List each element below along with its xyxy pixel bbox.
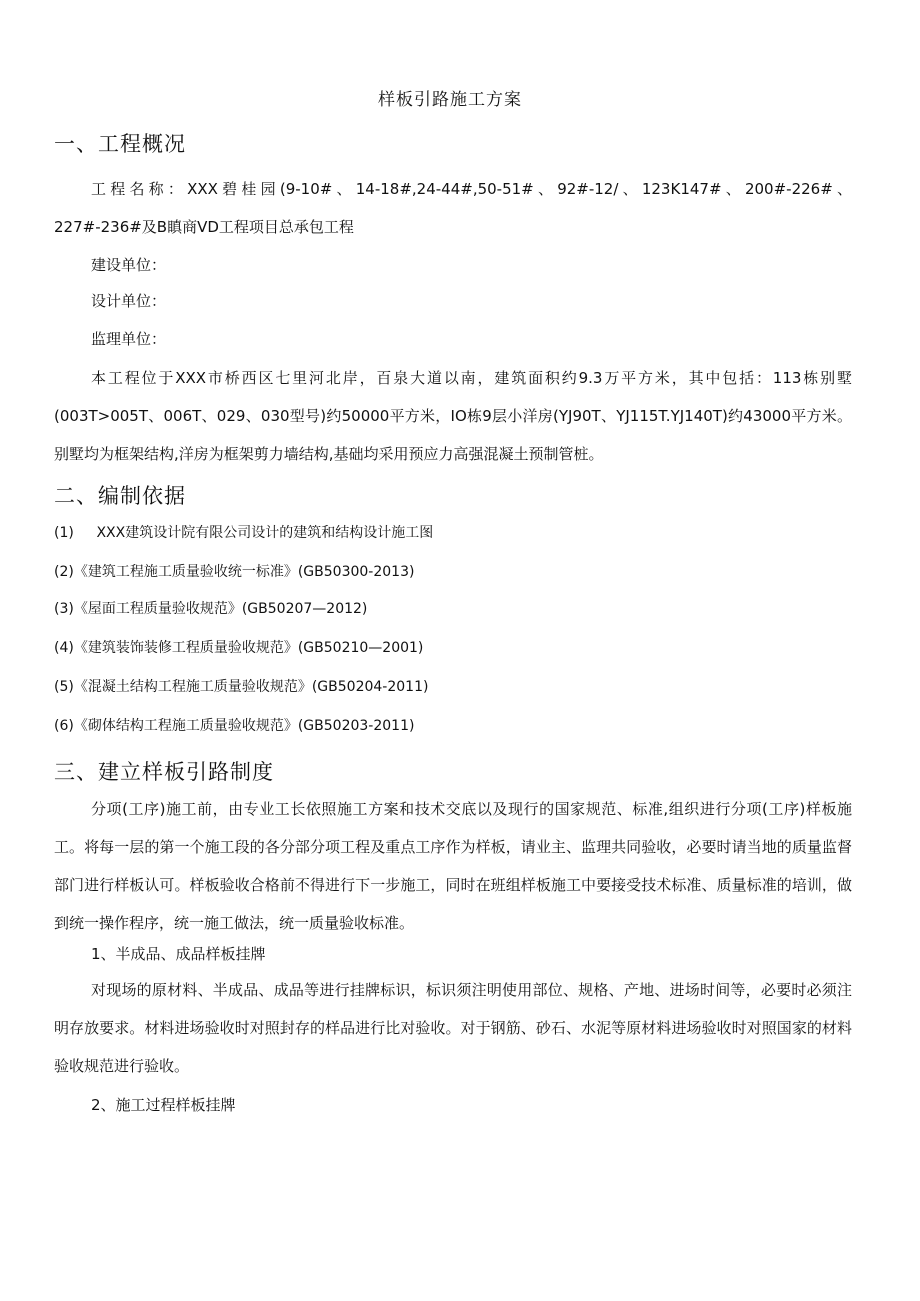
reference-text: 《建筑工程施工质量验收统一标准》(GB50300-2013) xyxy=(73,564,415,580)
sample-system-intro-paragraph: 分项(工序)施工前，由专业工长依照施工方案和技术交底以及现行的国家规范、标准,组织进行分项(工序)样板施工。将每一层的第一个施工段的各分部分项工程及重点工序作为样板，请业主、监理共同验收，必要时请当地的质量监督部门进行样板认可。样板验收合格前不得进行下一步施工，同时在班组样板施工中要接受技术标准、质量标准的培训，做到统一操作程序，统一施工做法，统一质量验收标准。 xyxy=(54,800,852,932)
reference-item xyxy=(54,675,428,699)
reference-text: 《屋面工程质量验收规范》(GB50207—2012) xyxy=(73,601,368,617)
supervision-unit-line: 监理单位： xyxy=(91,330,167,348)
project-name-paragraph: 工程名称：XXX碧桂园(9-10#、14-18#,24-44#,50-51#、92#-12/、123K147#、200#-226#、227#-236#及B瞋商VD工程项目总承包工程 xyxy=(54,180,852,236)
reference-item xyxy=(54,636,423,660)
materials-paragraph: 对现场的原材料、半成品、成品等进行挂牌标识，标识须注明使用部位、规格、产地、进场时间等，必要时必须注明存放要求。材料进场验收时对照封存的样品进行比对验收。对于钢筋、砂石、水泥等原材料进场验收时对照国家的材料验收规范进行验收。 xyxy=(54,981,852,1075)
subsection-heading-process: 2、施工过程样板挂牌 xyxy=(91,1096,236,1114)
reference-text: 《混凝土结构工程施工质量验收规范》(GB50204-2011) xyxy=(73,679,429,695)
reference-text: 《建筑装饰装修工程质量验收规范》(GB50210—2001) xyxy=(73,640,424,656)
reference-text: 《砌体结构工程施工质量验收规范》(GB50203-2011) xyxy=(73,718,415,734)
construction-unit-line: 建设单位： xyxy=(91,256,167,274)
reference-number: (1) xyxy=(54,525,74,541)
reference-number: (3) xyxy=(54,601,74,617)
reference-item xyxy=(54,560,414,584)
section-heading-sample-system: 三、建立样板引路制度 xyxy=(54,760,274,784)
reference-text: XXX建筑设计院有限公司设计的建筑和结构设计施工图 xyxy=(96,525,434,541)
reference-number: (2) xyxy=(54,564,74,580)
section-heading-basis: 二、编制依据 xyxy=(54,484,186,508)
subsection-heading-materials: 1、半成品、成品样板挂牌 xyxy=(91,945,266,963)
design-unit-line: 设计单位： xyxy=(91,292,167,310)
reference-number: (4) xyxy=(54,640,74,656)
reference-item xyxy=(54,521,433,545)
document-title: 样板引路施工方案 xyxy=(378,90,522,110)
reference-item xyxy=(54,714,414,738)
reference-number: (6) xyxy=(54,718,74,734)
reference-number: (5) xyxy=(54,679,74,695)
reference-item xyxy=(54,597,367,621)
project-description-paragraph: 本工程位于XXX市桥西区七里河北岸，百泉大道以南，建筑面积约9.3万平方米，其中包括：113栋别墅(003T>005T、006T、029、030型号)约50000平方米，IO栋9层小洋房(YJ90T、YJ115T.YJ140T)约43000平方米。别墅均为框架结构,洋房为框架剪力墙结构,基础均采用预应力高强混凝土预制管桩。 xyxy=(54,369,852,463)
section-heading-overview: 一、工程概况 xyxy=(54,132,186,156)
